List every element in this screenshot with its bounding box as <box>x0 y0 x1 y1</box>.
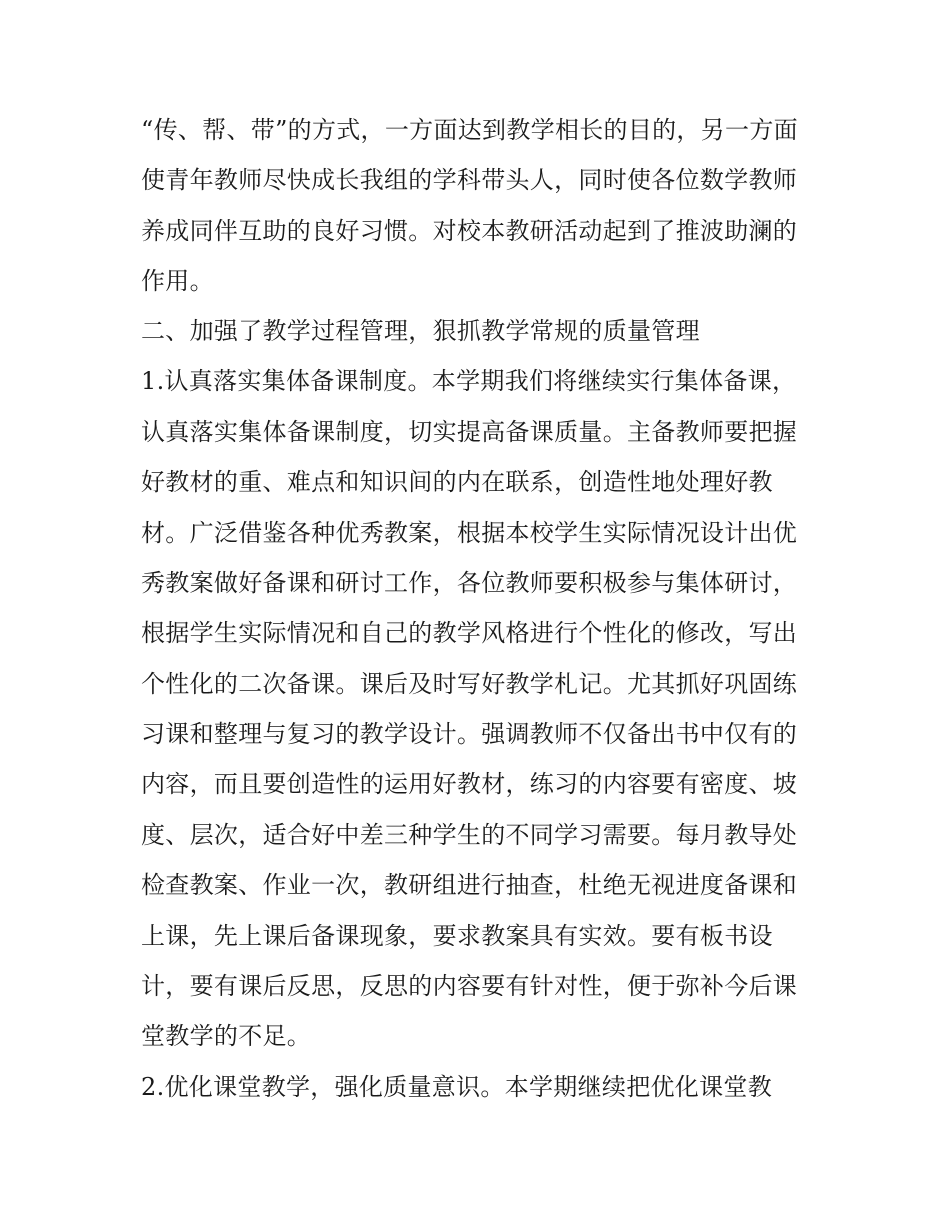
text-line: “传、帮、带”的方式，一方面达到教学相长的目的，另一方面 <box>141 116 798 144</box>
text-line: 内容，而且要创造性的运用好教材，练习的内容要有密度、坡 <box>141 770 798 798</box>
text-line: 个性化的二次备课。课后及时写好教学札记。尤其抓好巩固练 <box>141 670 798 698</box>
text-line: 度、层次，适合好中差三种学生的不同学习需要。每月教导处 <box>141 821 798 849</box>
section-heading: 二、加强了教学过程管理，狠抓教学常规的质量管理 <box>141 317 700 345</box>
text-line: 作用。 <box>141 267 214 295</box>
text-line: 好教材的重、难点和知识间的内在联系，创造性地处理好教 <box>141 468 773 496</box>
text-line: 习课和整理与复习的教学设计。强调教师不仅备出书中仅有的 <box>141 720 798 748</box>
text-line: 材。广泛借鉴各种优秀教案，根据本校学生实际情况设计出优 <box>141 519 798 547</box>
text-line: 养成同伴互助的良好习惯。对校本教研活动起到了推波助澜的 <box>141 217 798 245</box>
text-line: 使青年教师尽快成长我组的学科带头人，同时使各位数学教师 <box>141 166 798 194</box>
text-line: 检查教案、作业一次，教研组进行抽查，杜绝无视进度备课和 <box>141 871 798 899</box>
text-line: 2.优化课堂教学，强化质量意识。本学期继续把优化课堂教 <box>141 1073 772 1101</box>
text-line: 秀教案做好备课和研讨工作，各位教师要积极参与集体研讨， <box>141 569 798 597</box>
text-line: 堂教学的不足。 <box>141 1022 312 1050</box>
text-line: 认真落实集体备课制度，切实提高备课质量。主备教师要把握 <box>141 418 798 446</box>
text-line: 1.认真落实集体备课制度。本学期我们将继续实行集体备课， <box>141 367 797 395</box>
text-line: 计，要有课后反思，反思的内容要有针对性，便于弥补今后课 <box>141 972 798 1000</box>
text-line: 根据学生实际情况和自己的教学风格进行个性化的修改，写出 <box>141 619 798 647</box>
text-line: 上课，先上课后备课现象，要求教案具有实效。要有板书设 <box>141 922 773 950</box>
